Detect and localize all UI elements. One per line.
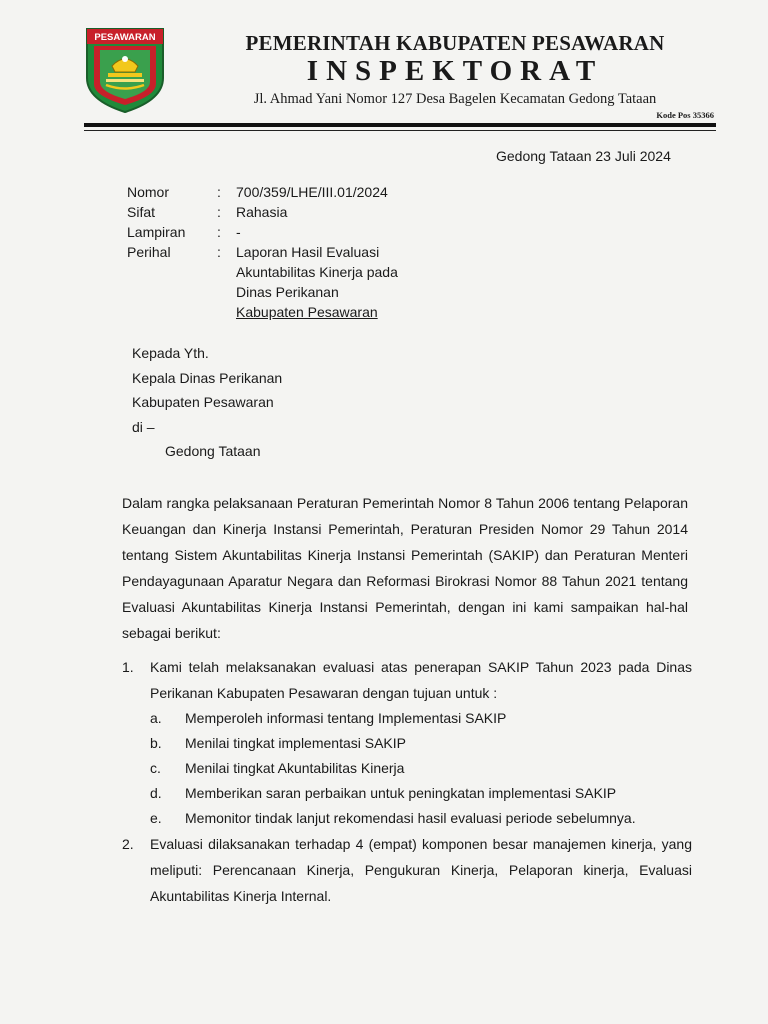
sub-item	[150, 806, 692, 831]
meta-row-lampiran	[127, 222, 398, 242]
sub-item	[150, 781, 692, 806]
meta-label: Nomor	[127, 184, 170, 200]
addressee-block	[132, 342, 282, 465]
letter-meta	[127, 182, 398, 322]
meta-row-nomor	[127, 182, 398, 202]
meta-row-sifat	[127, 202, 398, 222]
meta-value-lampiran: -	[236, 224, 241, 240]
sub-letter: b.	[150, 735, 162, 751]
addressee-line: Kepala Dinas Perikanan	[132, 369, 283, 386]
meta-label: Perihal	[127, 244, 171, 260]
government-name: PEMERINTAH KABUPATEN PESAWARAN	[245, 31, 665, 55]
postal-code: Kode Pos 35366	[656, 110, 714, 120]
regency-emblem-icon	[84, 26, 166, 114]
list-item	[122, 831, 692, 909]
emblem-text: PESAWARAN	[94, 32, 156, 43]
meta-label: Lampiran	[127, 224, 186, 240]
list-item-text: Evaluasi dilaksanakan terhadap 4 (empat) komponen besar manajemen kinerja, yang meliputi: Perencanaan Kinerja, Pengukuran Kinerja, Pelaporan kinerja, Evaluasi Akuntabilitas Kinerja Internal.	[150, 836, 692, 904]
sub-list	[150, 706, 692, 831]
addressee-line: di –	[132, 418, 155, 435]
meta-colon: :	[217, 184, 221, 200]
list-item-body	[150, 654, 692, 831]
list-item-text: Kami telah melaksanakan evaluasi atas penerapan SAKIP Tahun 2023 pada Dinas Perikanan Kabupaten Pesawaran dengan tujuan untuk :	[150, 659, 692, 701]
sub-item	[150, 706, 692, 731]
sub-text: Memonitor tindak lanjut rekomendasi hasil evaluasi periode sebelumnya.	[185, 810, 636, 826]
addressee-line: Kabupaten Pesawaran	[132, 394, 274, 410]
meta-row-perihal	[127, 242, 398, 322]
meta-value-nomor: 700/359/LHE/III.01/2024	[236, 184, 388, 200]
sub-item	[150, 756, 692, 781]
letter-date: Gedong Tataan 23 Juli 2024	[496, 148, 671, 164]
addressee-line: Gedong Tataan	[165, 443, 261, 459]
sub-letter: c.	[150, 760, 161, 776]
intro-paragraph: Dalam rangka pelaksanaan Peraturan Pemerintah Nomor 8 Tahun 2006 tentang Pelaporan Keuangan dan Kinerja Instansi Pemerintah, Peraturan Presiden Nomor 29 Tahun 2014 tentang Sistem Akuntabilitas Kinerja Instansi Pemerintah (SAKIP) dan Peraturan Menteri Pendayagunaan Aparatur Negara dan Reformasi Birokrasi Nomor 88 Tahun 2021 tentang Evaluasi Akuntabilitas Kinerja Instansi Pemerintah, dengan ini kami sampaikan hal-hal sebagai berikut:	[122, 495, 688, 641]
sub-text: Memperoleh informasi tentang Implementasi SAKIP	[185, 710, 507, 726]
institution-name: INSPEKTORAT	[306, 55, 604, 87]
addressee-line: Kepada Yth.	[132, 345, 209, 361]
sub-text: Menilai tingkat implementasi SAKIP	[185, 735, 406, 751]
meta-colon: :	[217, 204, 221, 220]
header-rule-thick	[84, 123, 716, 127]
perihal-line: Dinas Perikanan	[236, 284, 339, 300]
meta-colon: :	[217, 244, 221, 260]
perihal-line: Kabupaten Pesawaran	[236, 304, 378, 320]
numbered-list	[122, 654, 692, 909]
list-number: 1.	[122, 659, 134, 675]
sub-letter: a.	[150, 710, 162, 726]
meta-value-perihal	[236, 242, 398, 322]
meta-value-sifat: Rahasia	[236, 204, 288, 220]
sub-text: Menilai tingkat Akuntabilitas Kinerja	[185, 760, 405, 776]
meta-label: Sifat	[127, 204, 156, 220]
sub-text: Memberikan saran perbaikan untuk peningkatan implementasi SAKIP	[185, 785, 617, 801]
list-number: 2.	[122, 836, 134, 852]
list-item	[122, 654, 692, 831]
sub-letter: e.	[150, 810, 162, 826]
sub-item	[150, 731, 692, 756]
header-rule-thin	[84, 130, 716, 131]
office-address: Jl. Ahmad Yani Nomor 127 Desa Bagelen Kecamatan Gedong Tataan	[253, 91, 657, 107]
perihal-line: Akuntabilitas Kinerja pada	[236, 264, 398, 280]
perihal-line: Laporan Hasil Evaluasi	[236, 244, 380, 260]
meta-colon: :	[217, 224, 221, 240]
sub-letter: d.	[150, 785, 162, 801]
